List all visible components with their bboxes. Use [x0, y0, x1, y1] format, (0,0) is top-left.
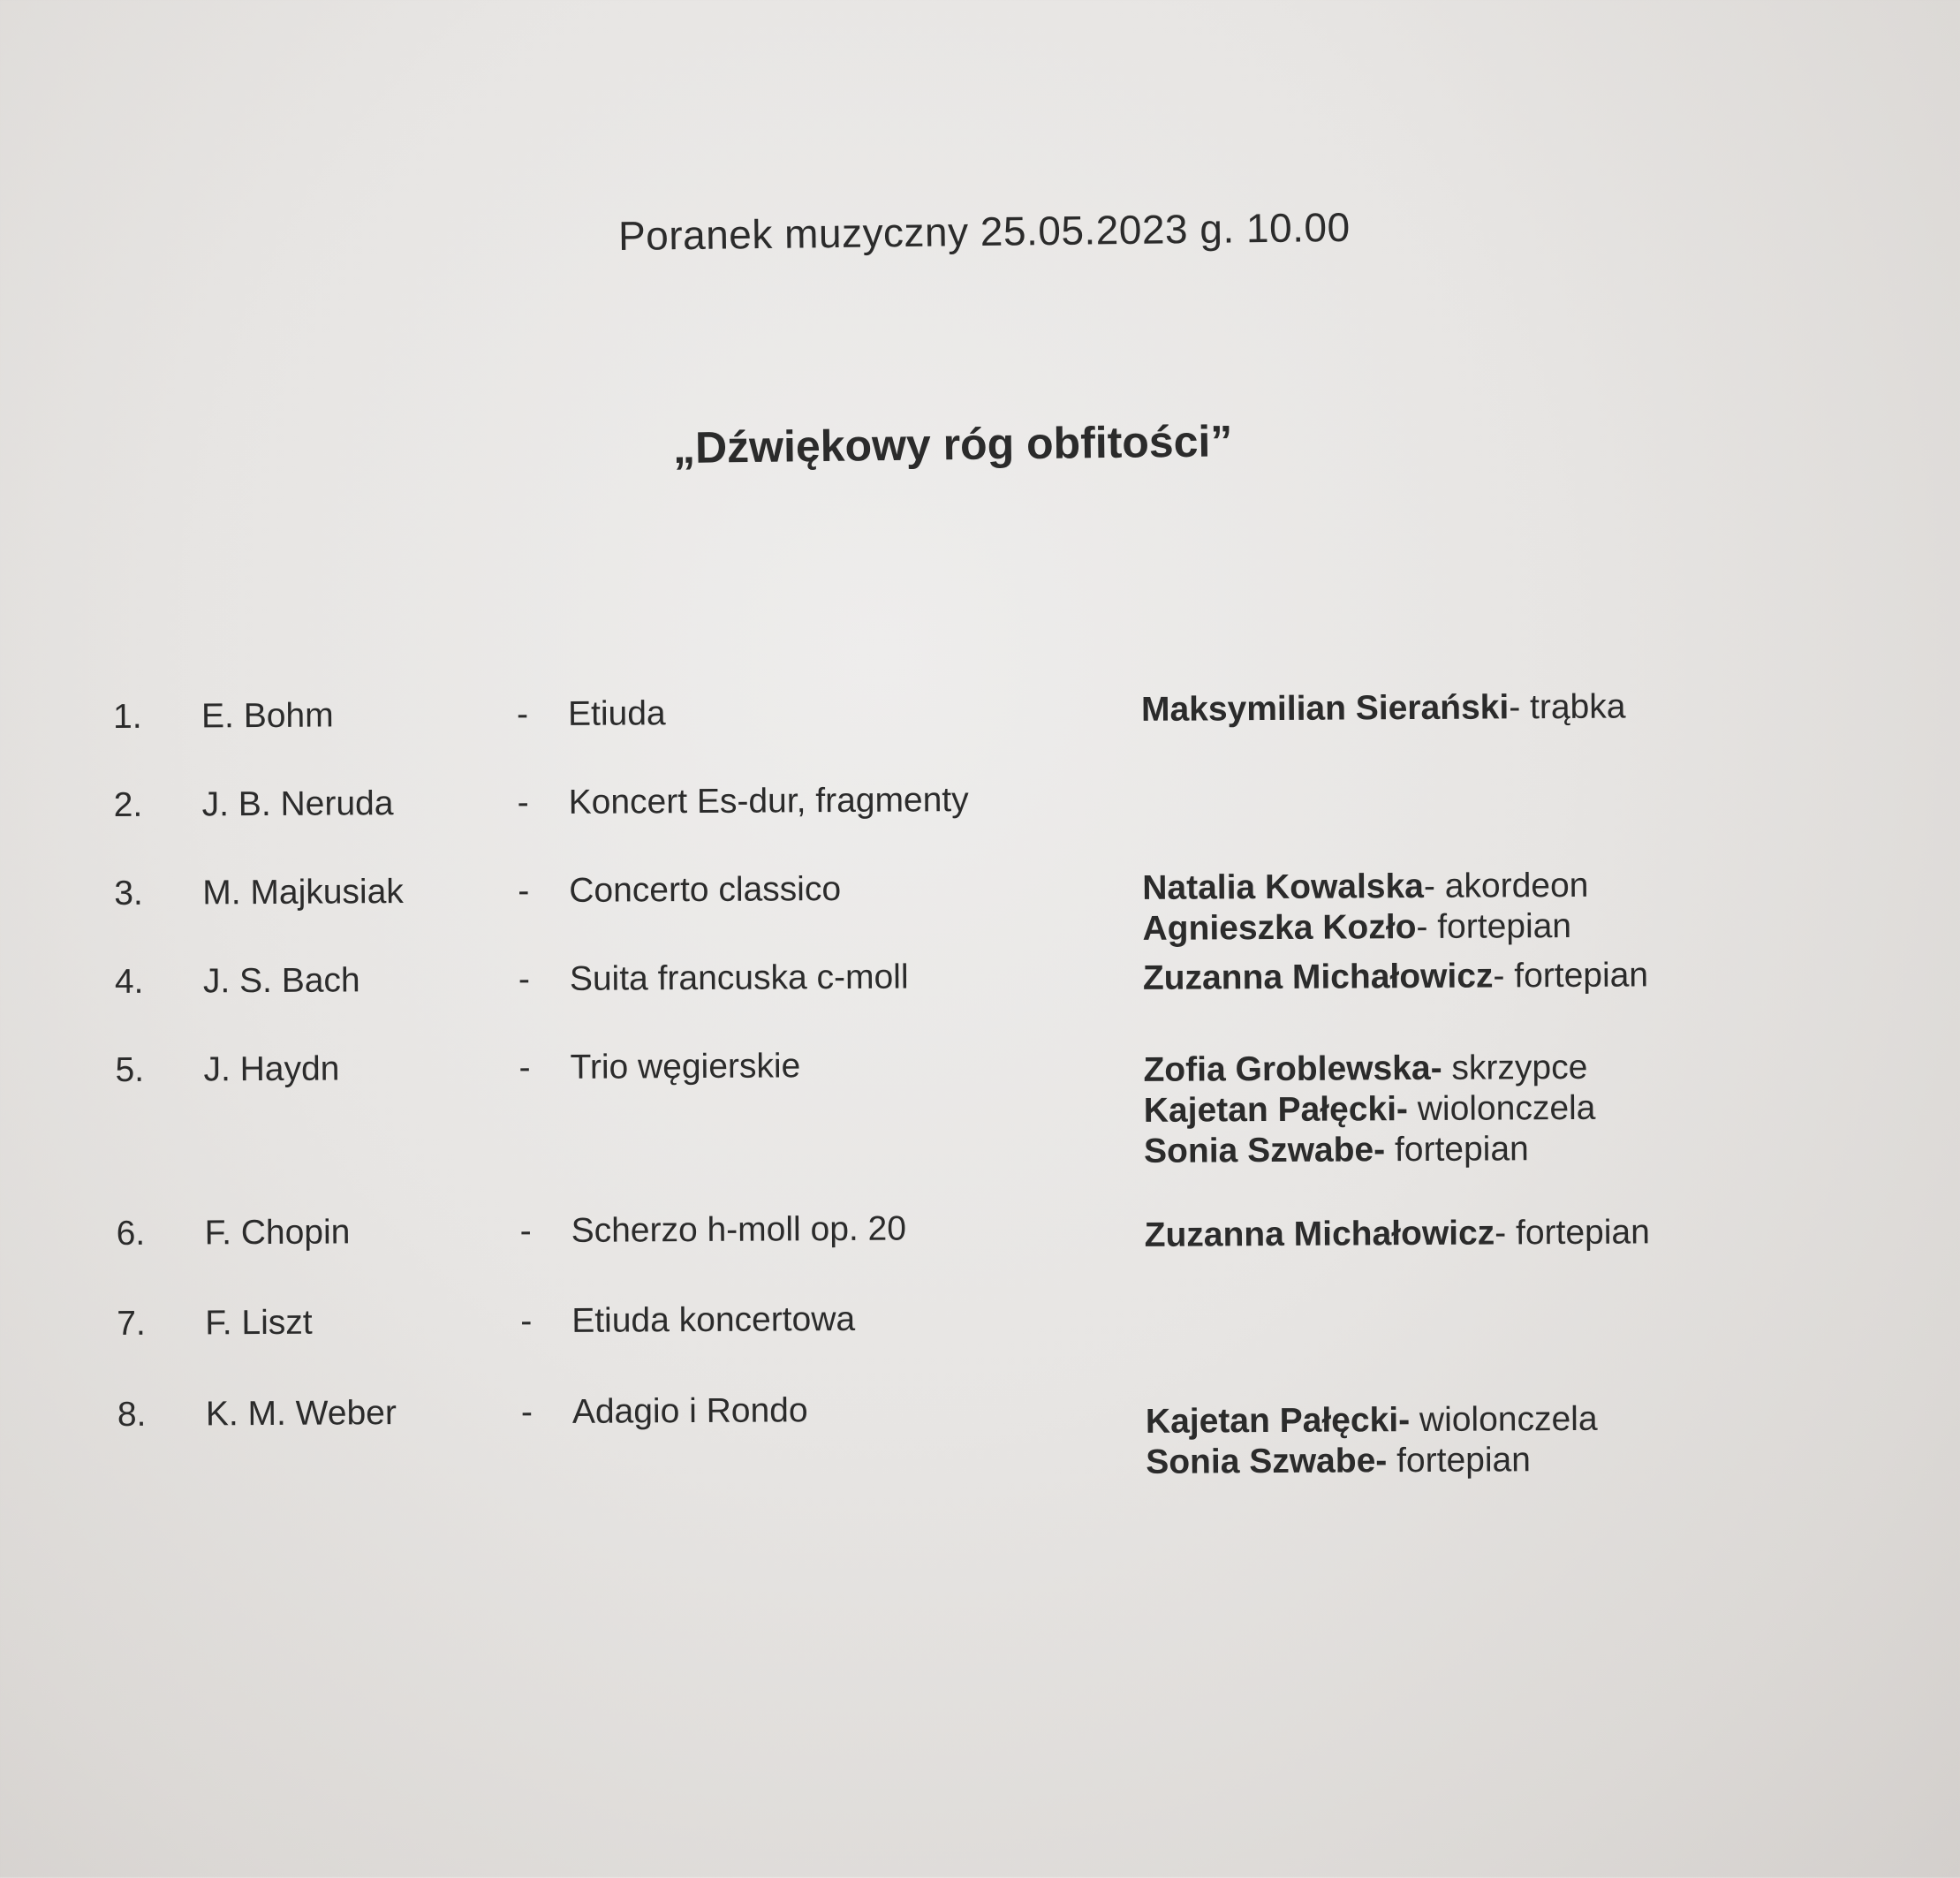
composer: J. Haydn	[203, 1049, 340, 1089]
performers	[1141, 687, 1626, 731]
performer-instrument: skrzypce	[1442, 1048, 1588, 1087]
performer	[1144, 1129, 1596, 1172]
performer	[1142, 906, 1588, 950]
performer	[1146, 1440, 1598, 1483]
program-item	[4, 1203, 1960, 1254]
item-number: 2.	[113, 785, 143, 825]
performer-name: Agnieszka Kozło	[1142, 908, 1417, 948]
performer-instrument: - trąbka	[1509, 687, 1626, 727]
performer-instrument: - fortepian	[1493, 956, 1649, 996]
separator: -	[518, 960, 531, 999]
item-number: 4.	[114, 962, 144, 1002]
performer	[1141, 687, 1626, 731]
performers	[1142, 866, 1589, 950]
piece-title: Koncert Es-dur, fragmenty	[568, 781, 969, 822]
item-number: 8.	[117, 1395, 147, 1434]
program-item	[2, 1040, 1960, 1170]
piece-title: Etiuda koncertowa	[571, 1299, 856, 1340]
performer-name: Sonia Szwabe-	[1146, 1442, 1388, 1481]
performer-instrument: - akordeon	[1423, 866, 1589, 905]
program-item	[1, 775, 1960, 825]
separator: -	[519, 1212, 532, 1251]
item-number: 3.	[114, 874, 143, 913]
piece-title: Scherzo h-moll op. 20	[571, 1209, 907, 1250]
piece-title: Trio węgierskie	[570, 1047, 801, 1087]
piece-title: Concerto classico	[569, 869, 842, 910]
separator: -	[516, 695, 529, 734]
performer-instrument: wiolonczela	[1409, 1399, 1598, 1440]
concert-title: „Dźwiękowy róg obfitości”	[672, 416, 1233, 473]
separator: -	[517, 784, 529, 822]
performer	[1146, 1399, 1598, 1443]
performer-instrument: - fortepian	[1416, 906, 1572, 947]
piece-title: Adagio i Rondo	[571, 1391, 808, 1431]
separator: -	[518, 1049, 531, 1087]
item-number: 6.	[116, 1214, 146, 1253]
performer	[1145, 1212, 1650, 1255]
performer	[1144, 1088, 1596, 1132]
composer: J. B. Neruda	[201, 784, 394, 824]
performer	[1142, 866, 1588, 909]
item-number: 5.	[115, 1050, 145, 1090]
performers	[1146, 1399, 1598, 1483]
composer: J. S. Bach	[202, 961, 360, 1001]
separator: -	[520, 1302, 533, 1341]
performer-name: Zuzanna Michałowicz	[1144, 1214, 1495, 1254]
performer-name: Kajetan Pałęcki-	[1143, 1090, 1409, 1130]
performer-name: Sonia Szwabe-	[1143, 1131, 1386, 1170]
performer-instrument: wiolonczela	[1407, 1088, 1596, 1129]
program-item	[1, 863, 1960, 948]
program-item	[0, 686, 1960, 737]
performer-instrument: fortepian	[1385, 1130, 1529, 1170]
composer: E. Bohm	[201, 696, 334, 736]
program-item	[4, 1293, 1960, 1343]
performer-name: Zofia Groblewska-	[1143, 1049, 1442, 1089]
performer	[1143, 1048, 1595, 1091]
performer	[1143, 955, 1648, 998]
event-subtitle: Poranek muzyczny 25.05.2023 g. 10.00	[617, 203, 1351, 259]
performer-name: Maksymilian Sierański	[1140, 688, 1510, 729]
performers	[1143, 955, 1648, 998]
composer: K. M. Weber	[205, 1394, 397, 1434]
program-item	[4, 1384, 1960, 1481]
composer: M. Majkusiak	[202, 873, 404, 912]
performer-name: Kajetan Pałęcki-	[1145, 1401, 1411, 1441]
item-number: 1.	[112, 697, 142, 737]
performers	[1143, 1048, 1595, 1172]
performers	[1145, 1212, 1650, 1255]
piece-title: Etiuda	[567, 694, 666, 733]
performer-instrument: - fortepian	[1495, 1213, 1650, 1253]
separator: -	[518, 872, 530, 911]
performer-name: Zuzanna Michałowicz	[1142, 957, 1494, 997]
composer: F. Liszt	[205, 1303, 313, 1343]
performer-name: Natalia Kowalska	[1142, 867, 1425, 907]
program-item	[2, 951, 1960, 1002]
item-number: 7.	[117, 1304, 146, 1343]
piece-title: Suita francuska c-moll	[569, 958, 909, 998]
performer-instrument: fortepian	[1387, 1441, 1532, 1480]
separator: -	[520, 1393, 534, 1432]
composer: F. Chopin	[204, 1213, 351, 1253]
